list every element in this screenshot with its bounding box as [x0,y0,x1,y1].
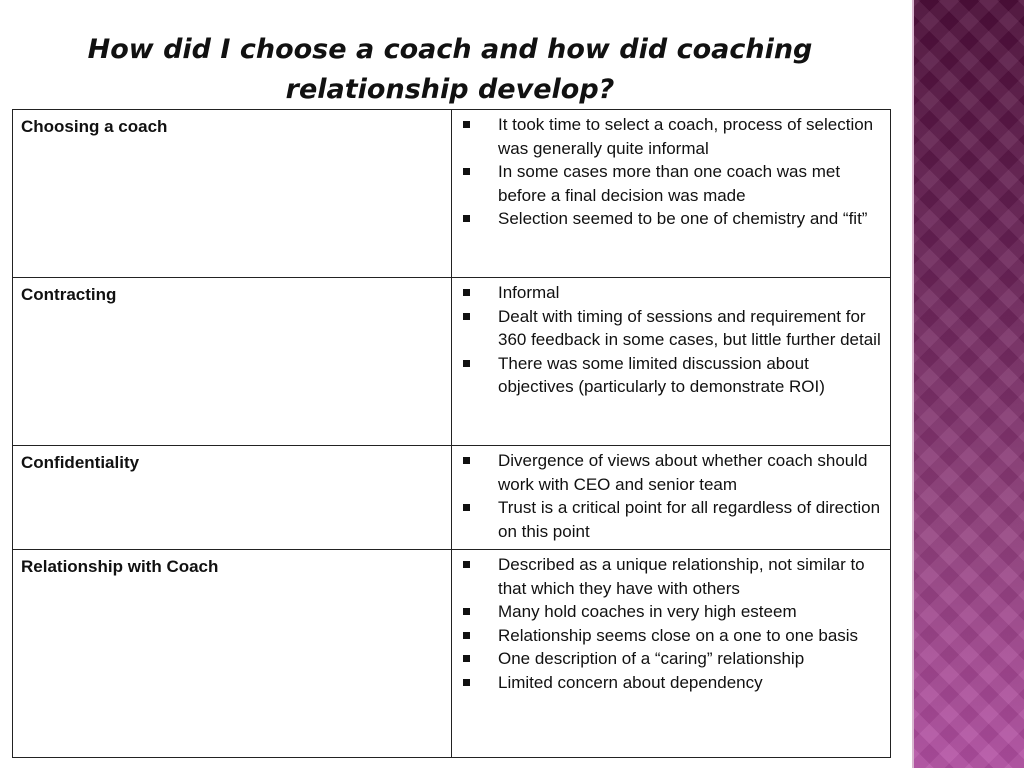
bullet-item: In some cases more than one coach was met before a final decision was made [460,160,884,207]
bullet-list [460,281,884,399]
table-row-choosing-a-coach [13,110,891,278]
table-row-confidentiality [13,446,891,550]
decorative-side-band [912,0,1024,768]
bullet-item: Relationship seems close on a one to one basis [460,624,884,648]
row-label-cell [13,110,452,278]
row-label: Contracting [21,285,117,304]
bullet-item: Informal [460,281,884,305]
row-label: Choosing a coach [21,117,168,136]
row-bullets-cell [452,446,891,550]
bullet-item: Divergence of views about whether coach should work with CEO and senior team [460,449,884,496]
bullet-item: It took time to select a coach, process of selection was generally quite informal [460,113,884,160]
row-label: Confidentiality [21,453,140,472]
slide-title-line-1: How did I choose a coach and how did coaching [87,34,813,65]
row-label-cell [13,278,452,446]
bullet-list [460,113,884,231]
bullet-item: Limited concern about dependency [460,671,884,695]
row-bullets-cell [452,278,891,446]
row-label-cell [13,446,452,550]
bullet-item: There was some limited discussion about objectives (particularly to demonstrate ROI) [460,352,884,399]
table-row-contracting [13,278,891,446]
bullet-item: Trust is a critical point for all regardless of direction on this point [460,496,884,543]
slide-title [20,30,880,110]
bullet-list [460,449,884,543]
bullet-item: Described as a unique relationship, not similar to that which they have with others [460,553,884,600]
bullet-item: Dealt with timing of sessions and requirement for 360 feedback in some cases, but little further detail [460,305,884,352]
row-label: Relationship with Coach [21,557,219,576]
row-label-cell [13,550,452,758]
row-bullets-cell [452,110,891,278]
bullet-list [460,553,884,694]
findings-table [12,109,891,758]
row-bullets-cell [452,550,891,758]
bullet-item: Selection seemed to be one of chemistry and “fit” [460,207,884,231]
bullet-item: One description of a “caring” relationship [460,647,884,671]
table-row-relationship-with-coach [13,550,891,758]
slide-title-line-2: relationship develop? [285,74,615,105]
bullet-item: Many hold coaches in very high esteem [460,600,884,624]
